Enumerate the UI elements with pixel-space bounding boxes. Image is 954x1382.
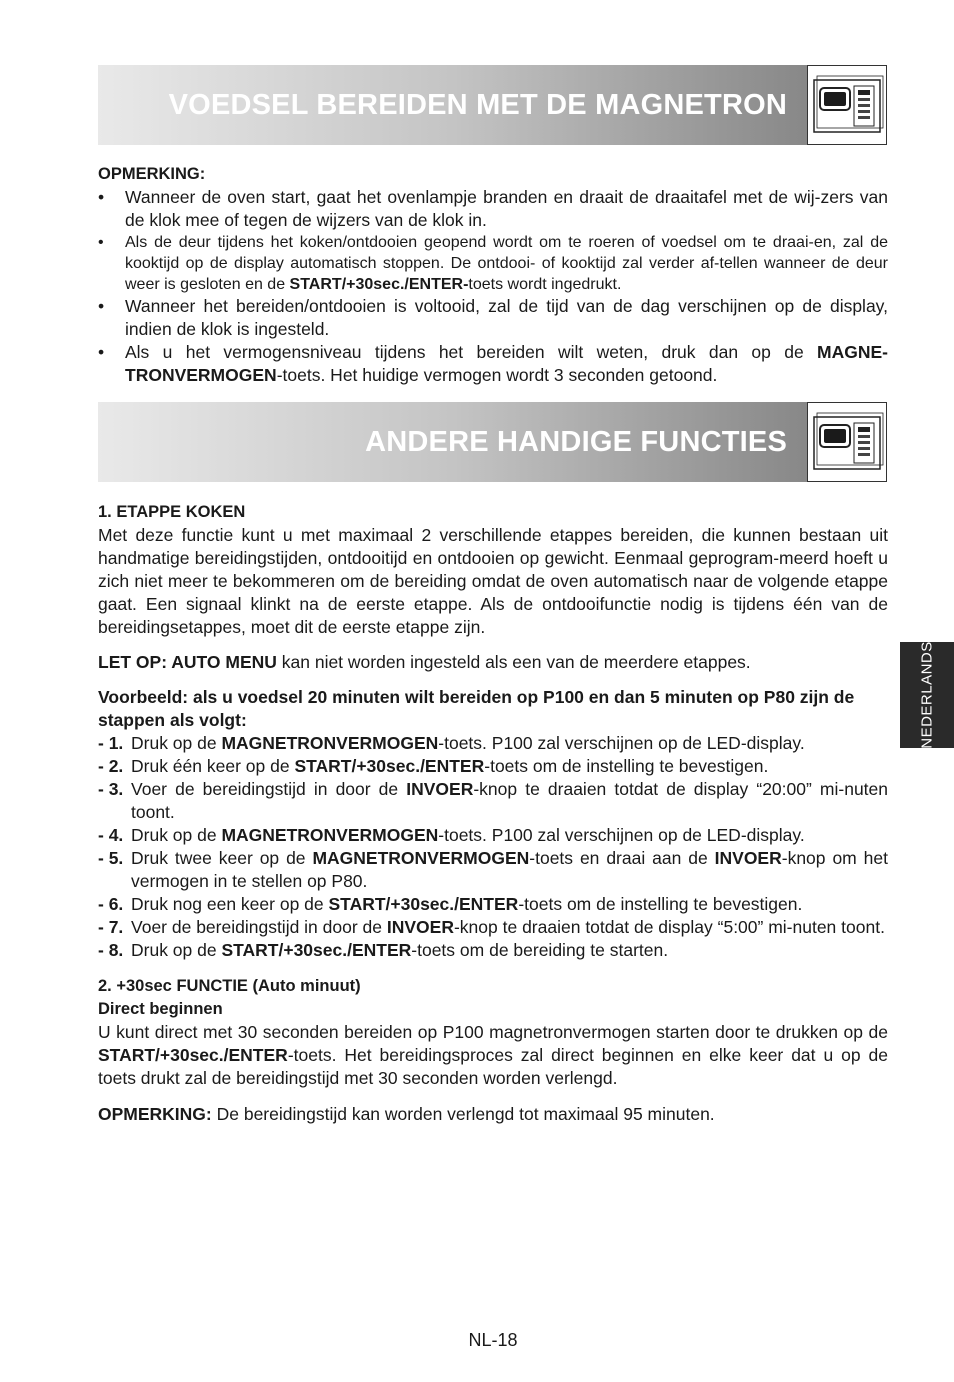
- list-item: • Wanneer de oven start, gaat het ovenlampje branden en draait de draaitafel met de wij-zers van de klok mee of tegen de wijzers van de klok in.: [98, 187, 888, 230]
- section-title: VOEDSEL BEREIDEN MET DE MAGNETRON: [168, 89, 787, 121]
- example-heading: Voorbeeld: als u voedsel 20 minuten wilt bereiden op P100 en dan 5 minuten op P80 zijn de stappen als volgt:: [98, 687, 855, 730]
- section-title: ANDERE HANDIGE FUNCTIES: [365, 426, 787, 458]
- intro-paragraph: Met deze functie kunt u met maximaal 2 verschillende etappes bereiden, die kunnen bestaan uit handmatige bereidingstijden, ontdooitijd en ontdooien op gewicht. Eenmaal geprogram-meerd hoeft u zich niet meer te bekommeren om de bereiding omdat de oven automatisch naar de volgende etappe gaat. Een signaal klinkt na de eerste etappe. Als de ontdooifunctie nodig is tijdens één van de bereidingsetappes, moet dit de eerste etappe zijn.: [98, 525, 888, 637]
- step-item: - 6. Druk nog een keer op de START/+30sec./ENTER-toets om de instelling te bevestigen.: [98, 894, 803, 914]
- step-item: - 2. Druk één keer op de START/+30sec./ENTER-toets om de instelling te bevestigen.: [98, 756, 769, 776]
- step-item: - 4. Druk op de MAGNETRONVERMOGEN-toets. P100 zal verschijnen op de LED-display.: [98, 825, 805, 845]
- list-item: • Wanneer het bereiden/ontdooien is voltooid, zal de tijd van de dag verschijnen op de display, indien de klok is ingesteld.: [98, 296, 888, 339]
- language-tab: NEDERLANDS: [900, 642, 954, 748]
- step-item: - 8. Druk op de START/+30sec./ENTER-toets om de bereiding te starten.: [98, 940, 669, 960]
- functions-section: [98, 501, 888, 1126]
- section-banner: [98, 65, 887, 145]
- section-heading: 1. ETAPPE KOKEN: [98, 503, 246, 521]
- note-section: [98, 163, 888, 387]
- page-number: NL-18: [468, 1330, 518, 1350]
- microwave-icon: [807, 402, 887, 482]
- let-op-paragraph: LET OP: AUTO MENU kan niet worden ingesteld als een van de meerdere etappes.: [98, 652, 751, 672]
- direct-paragraph: U kunt direct met 30 seconden bereiden op P100 magnetronvermogen starten door te drukken op de START/+30sec./ENTER-toets. Het bereidingsproces zal direct beginnen en elke keer dat u op de toets drukt zal de bereidingstijd met 30 seconden worden verlengd.: [98, 1022, 888, 1088]
- step-item: - 1. Druk op de MAGNETRONVERMOGEN-toets. P100 zal verschijnen op de LED-display.: [98, 733, 805, 753]
- section-heading: 2. +30sec FUNCTIE (Auto minuut): [98, 977, 361, 995]
- note-heading: OPMERKING:: [98, 165, 206, 183]
- section-banner: [98, 402, 887, 482]
- step-item: - 5. Druk twee keer op de MAGNETRONVERMOGEN-toets en draai aan de INVOER-knop om het vermogen in te stellen op P80.: [98, 848, 888, 891]
- microwave-icon: [807, 65, 887, 145]
- step-item: - 3. Voer de bereidingstijd in door de INVOER-knop te draaien totdat de display “20:00” mi-nuten toont.: [98, 779, 888, 822]
- list-item: • Als u het vermogensniveau tijdens het bereiden wilt weten, druk dan op de MAGNE-TRONVERMOGEN-toets. Het huidige vermogen wordt 3 seconden getoond.: [98, 342, 888, 385]
- sub-heading: Direct beginnen: [98, 1000, 223, 1018]
- step-item: - 7. Voer de bereidingstijd in door de INVOER-knop te draaien totdat de display “5:00” mi-nuten toont.: [98, 917, 885, 937]
- note-paragraph: OPMERKING: De bereidingstijd kan worden verlengd tot maximaal 95 minuten.: [98, 1104, 715, 1124]
- list-item: • Als de deur tijdens het koken/ontdooien geopend wordt om te roeren of voedsel om te draai-en, zal de kooktijd op de display automatisch stoppen. De ontdooi- of kooktijd zal verder af-tellen wanneer de deur weer is gesloten en de START/+30sec./ENTER-toets wordt ingedrukt.: [98, 234, 888, 293]
